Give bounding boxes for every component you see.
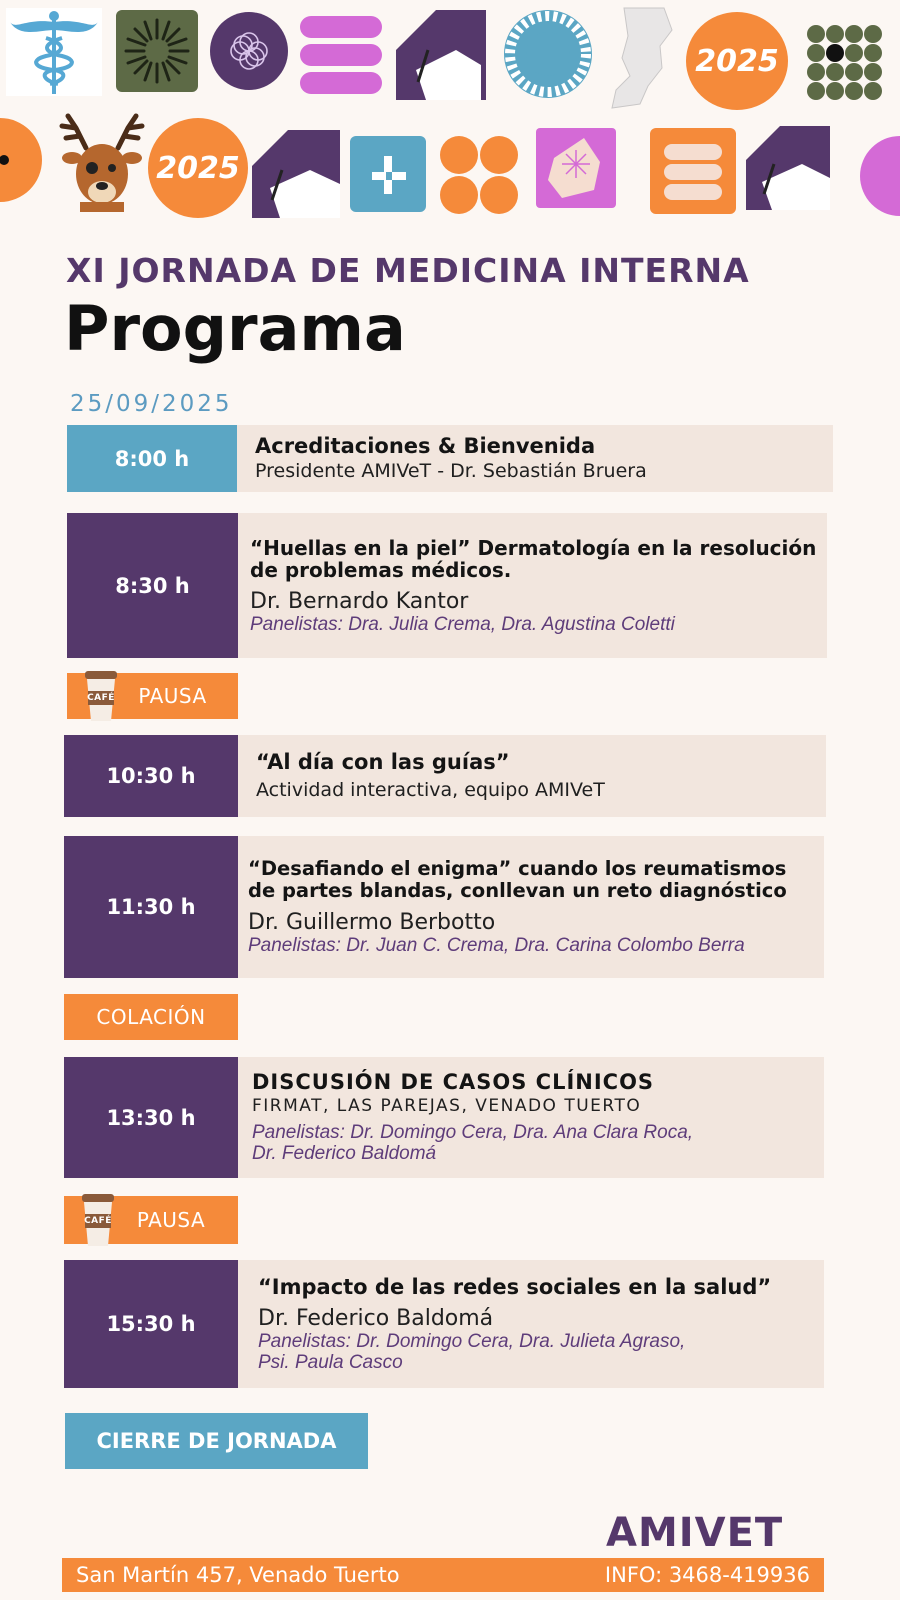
session-speaker: Actividad interactiva, equipo AMIVeT [256,779,605,801]
session-speaker: Dr. Federico Baldomá [258,1305,494,1331]
year-badge-text: 2025 [695,43,779,79]
session-speaker: Presidente AMIVeT - Dr. Sebastián Bruera [255,460,647,482]
schedule-item [67,513,827,658]
session-title-line2: de problemas médicos. [250,557,512,582]
sunburst-icon [116,10,198,92]
time-slot: 13:30 h [64,1057,238,1178]
session-speaker: Dr. Bernardo Kantor [250,588,469,614]
schedule-item [64,836,824,978]
year-badge-icon [148,118,248,218]
flower-icon [210,12,288,90]
coffee-cup-text: CAFÉ [87,693,115,703]
break-banner [64,1196,238,1244]
schedule-item [64,1260,824,1388]
time-slot: 8:00 h [67,425,237,492]
break-label: PAUSA [136,1208,206,1232]
coffee-cup-icon [83,669,119,723]
decorative-header [0,0,900,225]
session-title: “Impacto de las redes sociales en la salud” [258,1274,772,1299]
break-banner [67,673,238,719]
session-panelists-line2: Dr. Federico Baldomá [252,1143,437,1164]
schedule-item [67,425,833,492]
session-title: Acreditaciones & Bienvenida [255,434,596,458]
time-slot: 10:30 h [64,735,238,817]
session-panelists-line1: Panelistas: Dr. Domingo Cera, Dra. Ana Clara Roca, [252,1122,694,1143]
session-panelists-line2: Psi. Paula Casco [258,1351,403,1373]
session-panelists-line1: Panelistas: Dr. Domingo Cera, Dra. Julieta Agraso, [258,1330,686,1352]
footer-address: San Martín 457, Venado Tuerto [76,1563,400,1587]
break-label: PAUSA [138,684,207,708]
session-title-line1: “Huellas en la piel” Dermatología en la resolución [250,535,817,560]
caduceus-icon [6,8,102,96]
closing-banner: CIERRE DE JORNADA [65,1413,368,1469]
session-body [238,1260,824,1388]
session-title-line2: de partes blandas, conllevan un reto diagnóstico [248,879,787,902]
session-body [238,1057,824,1178]
amivet-logo: AMIVET [606,1510,784,1556]
schedule-item [64,735,826,817]
session-panelists: Panelistas: Dr. Juan C. Crema, Dra. Carina Colombo Berra [248,935,745,956]
time-slot: 8:30 h [67,513,238,658]
pen-hand-icon [746,126,830,210]
event-heading: XI JORNADA DE MEDICINA INTERNA [66,251,750,290]
time-slot: 15:30 h [64,1260,238,1388]
sparkle-icon [0,118,44,202]
flower-icon [846,136,900,216]
year-badge-text: 2025 [156,150,240,186]
session-speaker: Dr. Guillermo Berbotto [248,910,496,935]
sparkle-icon [536,128,616,208]
session-body [238,513,827,658]
pen-hand-icon [252,130,340,218]
clover-icon [440,136,518,214]
footer-bar [62,1558,824,1592]
event-date: 25/09/2025 [70,391,233,417]
page-title: Programa [64,292,406,365]
session-body [238,836,824,978]
footer-info: INFO: 3468-419936 [604,1563,810,1587]
time-slot: 11:30 h [64,836,238,978]
bars-icon [650,128,736,214]
bars-icon [300,16,382,94]
session-panelists: Panelistas: Dra. Julia Crema, Dra. Agustina Coletti [250,613,675,635]
year-badge-icon [686,12,788,110]
session-title: “Al día con las guías” [256,750,510,774]
schedule-item [64,1057,824,1178]
plus-icon [350,136,426,212]
session-body [237,425,833,492]
deer-mascot-icon [50,112,154,212]
coffee-cup-icon [80,1192,116,1248]
coffee-cup-text: CAFÉ [84,1216,112,1226]
break-label: COLACIÓN [96,1005,206,1029]
session-speaker: FIRMAT, LAS PAREJAS, VENADO TUERTO [252,1096,642,1116]
map-icon [604,6,674,110]
dot-grid-icon [806,24,882,100]
pen-hand-icon [396,10,486,100]
session-title: DISCUSIÓN DE CASOS CLÍNICOS [252,1070,655,1094]
session-title-line1: “Desafiando el enigma” cuando los reumatismos [248,857,787,880]
lunch-banner [64,994,238,1040]
gear-sun-icon [504,10,592,98]
session-body [238,735,826,817]
